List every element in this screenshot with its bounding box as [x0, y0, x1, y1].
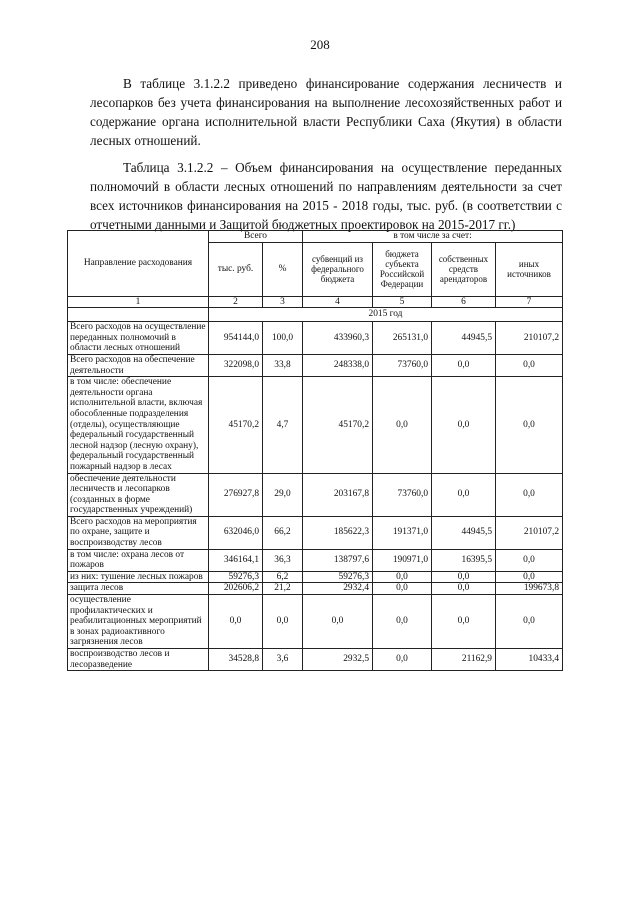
row-direction: Всего расходов на обеспечение деятельности: [68, 354, 209, 376]
cell-pct: 29,0: [263, 473, 303, 516]
cell-rub: 276927,8: [209, 473, 263, 516]
col-number: 7: [496, 296, 563, 308]
year-label: 2015 год: [209, 308, 563, 322]
cell-rub: 346164,1: [209, 549, 263, 571]
cell-pct: 33,8: [263, 354, 303, 376]
col-number: 2: [209, 296, 263, 308]
cell-pct: 66,2: [263, 516, 303, 549]
cell-rub: 202606,2: [209, 583, 263, 595]
row-direction: Всего расходов на мероприятия по охране, защите и воспроизводству лесов: [68, 516, 209, 549]
cell-subject: 0,0: [373, 583, 432, 595]
cell-own: 21162,9: [432, 649, 496, 671]
row-direction: в том числе: охрана лесов от пожаров: [68, 549, 209, 571]
cell-subject: 0,0: [373, 595, 432, 649]
cell-other: 10433,4: [496, 649, 563, 671]
cell-pct: 100,0: [263, 322, 303, 355]
header-federal: субвенций из федерального бюджета: [303, 242, 373, 296]
header-subject: бюджета субъекта Российской Федерации: [373, 242, 432, 296]
col-number: 6: [432, 296, 496, 308]
col-number: 5: [373, 296, 432, 308]
cell-other: 0,0: [496, 595, 563, 649]
col-number: 3: [263, 296, 303, 308]
cell-rub: 954144,0: [209, 322, 263, 355]
col-number: 1: [68, 296, 209, 308]
cell-federal: 185622,3: [303, 516, 373, 549]
cell-subject: 191371,0: [373, 516, 432, 549]
cell-pct: 36,3: [263, 549, 303, 571]
cell-own: 16395,5: [432, 549, 496, 571]
cell-rub: 59276,3: [209, 571, 263, 583]
cell-federal: 248338,0: [303, 354, 373, 376]
cell-subject: 73760,0: [373, 354, 432, 376]
row-direction: Всего расходов на осуществление переданных полномочий в области лесных отношений: [68, 322, 209, 355]
cell-rub: 45170,2: [209, 377, 263, 473]
row-direction: воспроизводство лесов и лесоразведение: [68, 649, 209, 671]
cell-other: 210107,2: [496, 322, 563, 355]
cell-federal: 59276,3: [303, 571, 373, 583]
cell-rub: 0,0: [209, 595, 263, 649]
header-total: Всего: [209, 231, 303, 243]
row-direction: защита лесов: [68, 583, 209, 595]
cell-pct: 3,6: [263, 649, 303, 671]
table-row: [68, 322, 563, 355]
cell-subject: 190971,0: [373, 549, 432, 571]
row-direction: из них: тушение лесных пожаров: [68, 571, 209, 583]
cell-federal: 203167,8: [303, 473, 373, 516]
cell-federal: 2932,4: [303, 583, 373, 595]
header-own: собственных средств арендаторов: [432, 242, 496, 296]
cell-subject: 0,0: [373, 649, 432, 671]
header-pct: %: [263, 242, 303, 296]
cell-federal: 2932,5: [303, 649, 373, 671]
cell-subject: 265131,0: [373, 322, 432, 355]
cell-own: 0,0: [432, 377, 496, 473]
table-row: [68, 516, 563, 549]
cell-other: 0,0: [496, 549, 563, 571]
cell-own: 0,0: [432, 583, 496, 595]
year-row: [68, 308, 563, 322]
cell-federal: 433960,3: [303, 322, 373, 355]
cell-federal: 45170,2: [303, 377, 373, 473]
table-row: [68, 649, 563, 671]
cell-other: 0,0: [496, 377, 563, 473]
cell-pct: 6,2: [263, 571, 303, 583]
intro-paragraph: В таблице 3.1.2.2 приведено финансирование содержания лесничеств и лесопарков без учета финансирования на выполнение лесохозяйственных работ и содержание органа исполнительной власти Республики Саха (Якутия) в области лесных отношений.: [90, 76, 562, 148]
cell-pct: 0,0: [263, 595, 303, 649]
cell-other: 0,0: [496, 473, 563, 516]
cell-own: 0,0: [432, 473, 496, 516]
cell-rub: 34528,8: [209, 649, 263, 671]
cell-federal: 138797,6: [303, 549, 373, 571]
cell-other: 0,0: [496, 571, 563, 583]
header-other: иных источников: [496, 242, 563, 296]
cell-subject: 73760,0: [373, 473, 432, 516]
cell-other: 199673,8: [496, 583, 563, 595]
row-direction: обеспечение деятельности лесничеств и лесопарков (созданных в форме государственных учреждений): [68, 473, 209, 516]
cell-own: 44945,5: [432, 516, 496, 549]
col-number: 4: [303, 296, 373, 308]
table-row: [68, 377, 563, 473]
cell-pct: 4,7: [263, 377, 303, 473]
cell-other: 210107,2: [496, 516, 563, 549]
cell-other: 0,0: [496, 354, 563, 376]
cell-subject: 0,0: [373, 377, 432, 473]
financing-table: [67, 230, 563, 671]
cell-rub: 632046,0: [209, 516, 263, 549]
page-number: 208: [310, 37, 330, 52]
cell-rub: 322098,0: [209, 354, 263, 376]
table-row: [68, 571, 563, 583]
cell-federal: 0,0: [303, 595, 373, 649]
cell-own: 0,0: [432, 571, 496, 583]
table-row: [68, 354, 563, 376]
cell-own: 44945,5: [432, 322, 496, 355]
cell-pct: 21,2: [263, 583, 303, 595]
cell-own: 0,0: [432, 354, 496, 376]
table-row: [68, 549, 563, 571]
table-row: [68, 595, 563, 649]
header-direction: Направление расходования: [68, 231, 209, 297]
cell-own: 0,0: [432, 595, 496, 649]
cell-subject: 0,0: [373, 571, 432, 583]
table-row: [68, 583, 563, 595]
row-direction: осуществление профилактических и реабилитационных мероприятий в зонах радиоактивного загрязнения лесов: [68, 595, 209, 649]
column-number-row: [68, 296, 563, 308]
header-rub: тыс. руб.: [209, 242, 263, 296]
header-incl: в том числе за счет:: [303, 231, 563, 243]
table-row: [68, 473, 563, 516]
table-caption: Таблица 3.1.2.2 – Объем финансирования на осуществление переданных полномочий в области лесных отношений по направлениям деятельности за счет всех источников финансирования на 2015 - 2018 годы, тыс. руб. (в соответствии с отчетными данными и Защитой бюджетных проектировок на 2015-2017 гг.): [90, 160, 562, 232]
row-direction: в том числе: обеспечение деятельности органа исполнительной власти, включая обособленные подразделения (отделы), осуществляющие федеральный государственный лесной надзор (лесную охрану), федеральный государственный пожарный надзор в лесах: [68, 377, 209, 473]
